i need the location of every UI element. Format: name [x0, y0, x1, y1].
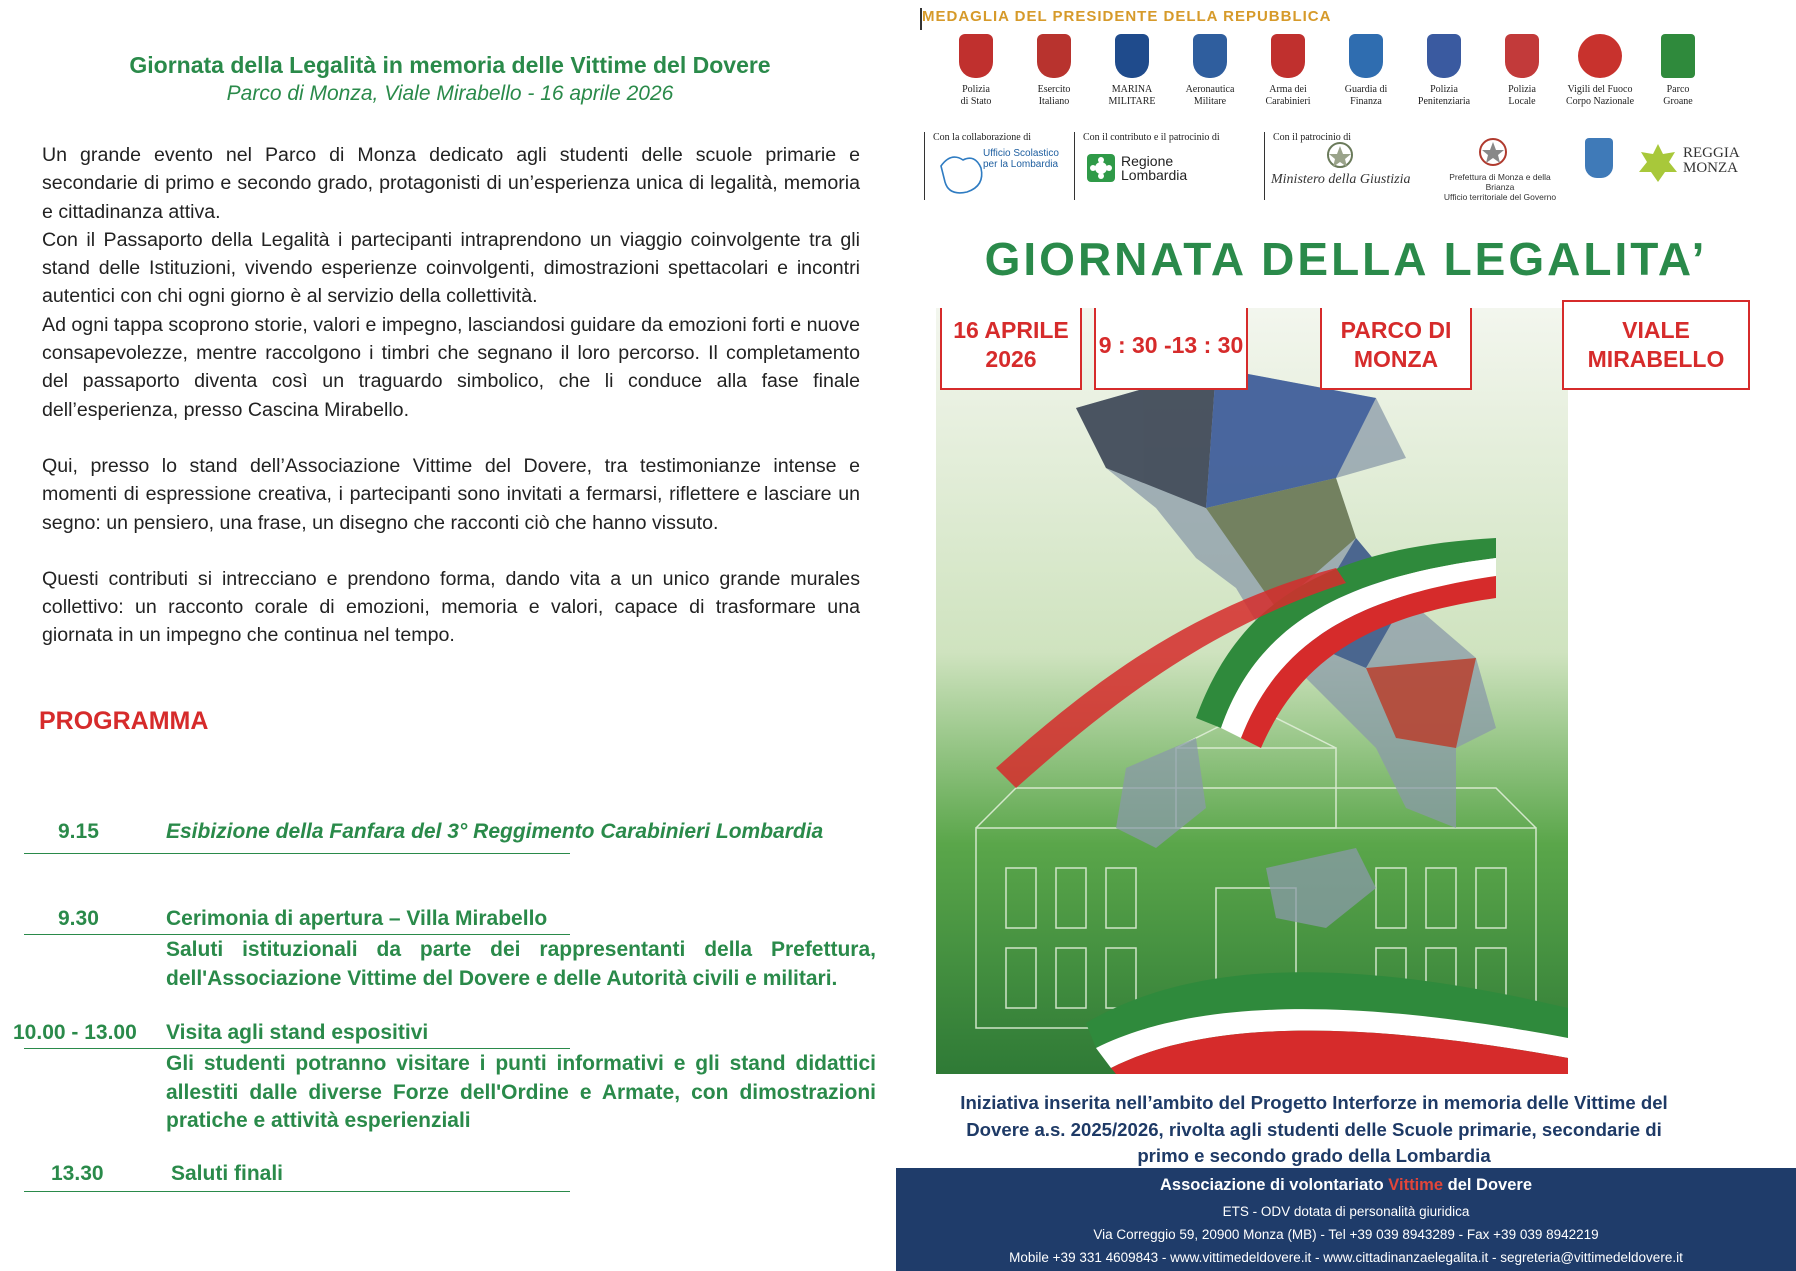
event-title: Giornata della Legalità in memoria delle Vittime del Dovere [129, 52, 771, 78]
crest-icon [1193, 34, 1227, 78]
street-box: VIALE MIRABELLO [1562, 300, 1750, 390]
divider [24, 934, 570, 935]
ministero-name: Ministero della Giustizia [1271, 172, 1411, 187]
logo-vigili-fuoco: Vigili del Fuoco Corpo Nazionale [1560, 34, 1640, 108]
program-title: Visita agli stand espositivi [166, 1021, 429, 1044]
crest-icon [1115, 34, 1149, 78]
association-name: Associazione di volontariato Vittime del Dovere [1159, 1176, 1532, 1194]
poster-title: GIORNATA DELLA LEGALITA’ [984, 233, 1708, 285]
crest-icon [959, 34, 993, 78]
program-time: 10.00 - 13.00 [13, 1021, 137, 1044]
patronage-section: Con il patrocinio di Ministero della Giustizia Prefettura di Monza e della Brianza Ufficio territoriale del Governo REGGIA MONZA [1264, 132, 1785, 200]
divider [24, 1048, 570, 1049]
association-address: Via Correggio 59, 20900 Monza (MB) - Tel +39 039 8943289 - Fax +39 039 8942219 [1093, 1227, 1599, 1242]
institution-logos [936, 34, 1796, 124]
logo-guardia-finanza: Guardia di Finanza [1326, 34, 1406, 108]
contribution-section: Con il contributo e il patrocinio di Regione Lombardia [1074, 132, 1255, 200]
crest-icon [1349, 34, 1383, 78]
crest-icon [1661, 34, 1695, 78]
place-box: PARCO DI MONZA [1320, 308, 1472, 390]
logo-parco-groane: Parco Groane [1638, 34, 1718, 108]
program-description: Saluti istituzionali da parte dei rappresentanti della Prefettura, dell'Associazione Vittime del Dovere e delle Autorità civili e militari. [166, 938, 876, 990]
event-subtitle: Parco di Monza, Viale Mirabello - 16 aprile 2026 [226, 82, 674, 105]
logo-polizia-di-stato: Polizia di Stato [936, 34, 1016, 108]
divider [24, 1191, 570, 1192]
program-time: 9.15 [58, 820, 99, 843]
programma-heading: PROGRAMMA [39, 707, 209, 735]
program-title: Cerimonia di apertura – Villa Mirabello [166, 907, 548, 930]
medal-caption: MEDAGLIA DEL PRESIDENTE DELLA REPUBBLICA [922, 8, 1332, 25]
emblem-icon [1477, 136, 1509, 168]
logo-polizia-locale: Polizia Locale [1482, 34, 1562, 108]
reggia-name: REGGIA MONZA [1683, 145, 1740, 176]
collaboration-section: Con la collaborazione di Ufficio Scolastico per la Lombardia [924, 132, 1065, 200]
emblem-icon [1325, 140, 1355, 170]
association-footer [896, 1168, 1796, 1271]
date-box: 16 APRILE 2026 [940, 308, 1082, 390]
program-time: 9.30 [58, 907, 99, 930]
paragraph: Un grande evento nel Parco di Monza dedicato agli studenti delle scuole primarie e secondarie di primo e secondo grado, protagonisti di un’esperienza unica di legalità, memoria e cittadinanza attiva. [42, 144, 860, 223]
paragraph: Con il Passaporto della Legalità i partecipanti intraprendono un viaggio coinvolgente tra gli stand delle Istituzioni, vivendo esperienze coinvolgenti, dimostrazioni spettacolari e incontri autentici con chi ogni giorno è al servizio della collettività. [42, 228, 860, 308]
association-contacts: Mobile +39 331 4609843 - www.vittimedeldovere.it - www.cittadinanzaelegalita.it - segreteria@vittimedeldovere.it [1009, 1250, 1683, 1265]
logo-aeronautica: Aeronautica Militare [1170, 34, 1250, 108]
program-time: 13.30 [51, 1162, 104, 1185]
event-description [42, 141, 860, 650]
crest-icon [1578, 34, 1622, 78]
right-page [896, 0, 1796, 1271]
partner-logos [924, 132, 1784, 200]
program-description: Gli studenti potranno visitare i punti informativi e gli stand didattici allestiti dalle diverse Forze dell'Ordine e Armate, con dimostrazioni pratiche e attività esperienziali [166, 1052, 876, 1132]
crest-icon [1505, 34, 1539, 78]
reggia-logo-icon [1637, 142, 1679, 184]
logo-polizia-penitenziaria: Polizia Penitenziaria [1404, 34, 1484, 108]
prefettura-name: Prefettura di Monza e della Brianza Ufficio territoriale del Governo [1443, 172, 1557, 202]
paragraph: Questi contributi si intrecciano e prendono forma, dando vita a un unico grande murales collettivo: un racconto corale di emozioni, memoria e valori, capace di trasformare una giornata in un impegno che continua nel tempo. [42, 567, 860, 647]
association-status: ETS - ODV dotata di personalità giuridica [1222, 1204, 1470, 1219]
program-title: Esibizione della Fanfara del 3° Reggimento Carabinieri Lombardia [166, 820, 824, 843]
crest-icon [1427, 34, 1461, 78]
collaboration-name: Ufficio Scolastico per la Lombardia [983, 148, 1059, 170]
poster-illustration [936, 308, 1568, 1074]
paragraph: Ad ogni tappa scoprono storie, valori e impegno, lasciandosi guidare da emozioni forti e nuove consapevolezze, mentre raccolgono i timbri che segnano il loro percorso. Il completamento del passaporto diventa così un traguardo simbolico, che li conduce alla fase finale dell’esperienza, presso Cascina Mirabello. [42, 313, 860, 421]
program-title: Saluti finali [171, 1162, 284, 1185]
initiative-note: Iniziativa inserita nell’ambito del Progetto Interforze in memoria delle Vittime del Dovere a.s. 2025/2026, rivolta agli studenti delle Scuole primarie, secondarie di primo e secondo grado della Lombardia [960, 1092, 1668, 1166]
monza-crest-icon [1585, 138, 1613, 178]
paragraph: Qui, presso lo stand dell’Associazione Vittime del Dovere, tra testimonianze intense e momenti di espressione creativa, i partecipanti sono invitati a fermarsi, riflettere e lasciare un segno: un pensiero, una frase, un disegno che racconti ciò che hanno vissuto. [42, 454, 860, 534]
logo-carabinieri: Arma dei Carabinieri [1248, 34, 1328, 108]
crest-icon [1037, 34, 1071, 78]
logo-esercito: Esercito Italiano [1014, 34, 1094, 108]
time-box: 9 : 30 -13 : 30 [1094, 308, 1248, 390]
regione-logo-icon [1087, 154, 1115, 182]
crest-icon [1271, 34, 1305, 78]
left-page [0, 0, 890, 1271]
regione-name: Regione Lombardia [1121, 153, 1188, 183]
italy-illustration [936, 308, 1568, 1074]
divider [24, 853, 570, 854]
logo-marina: MARINA MILITARE [1092, 34, 1172, 108]
